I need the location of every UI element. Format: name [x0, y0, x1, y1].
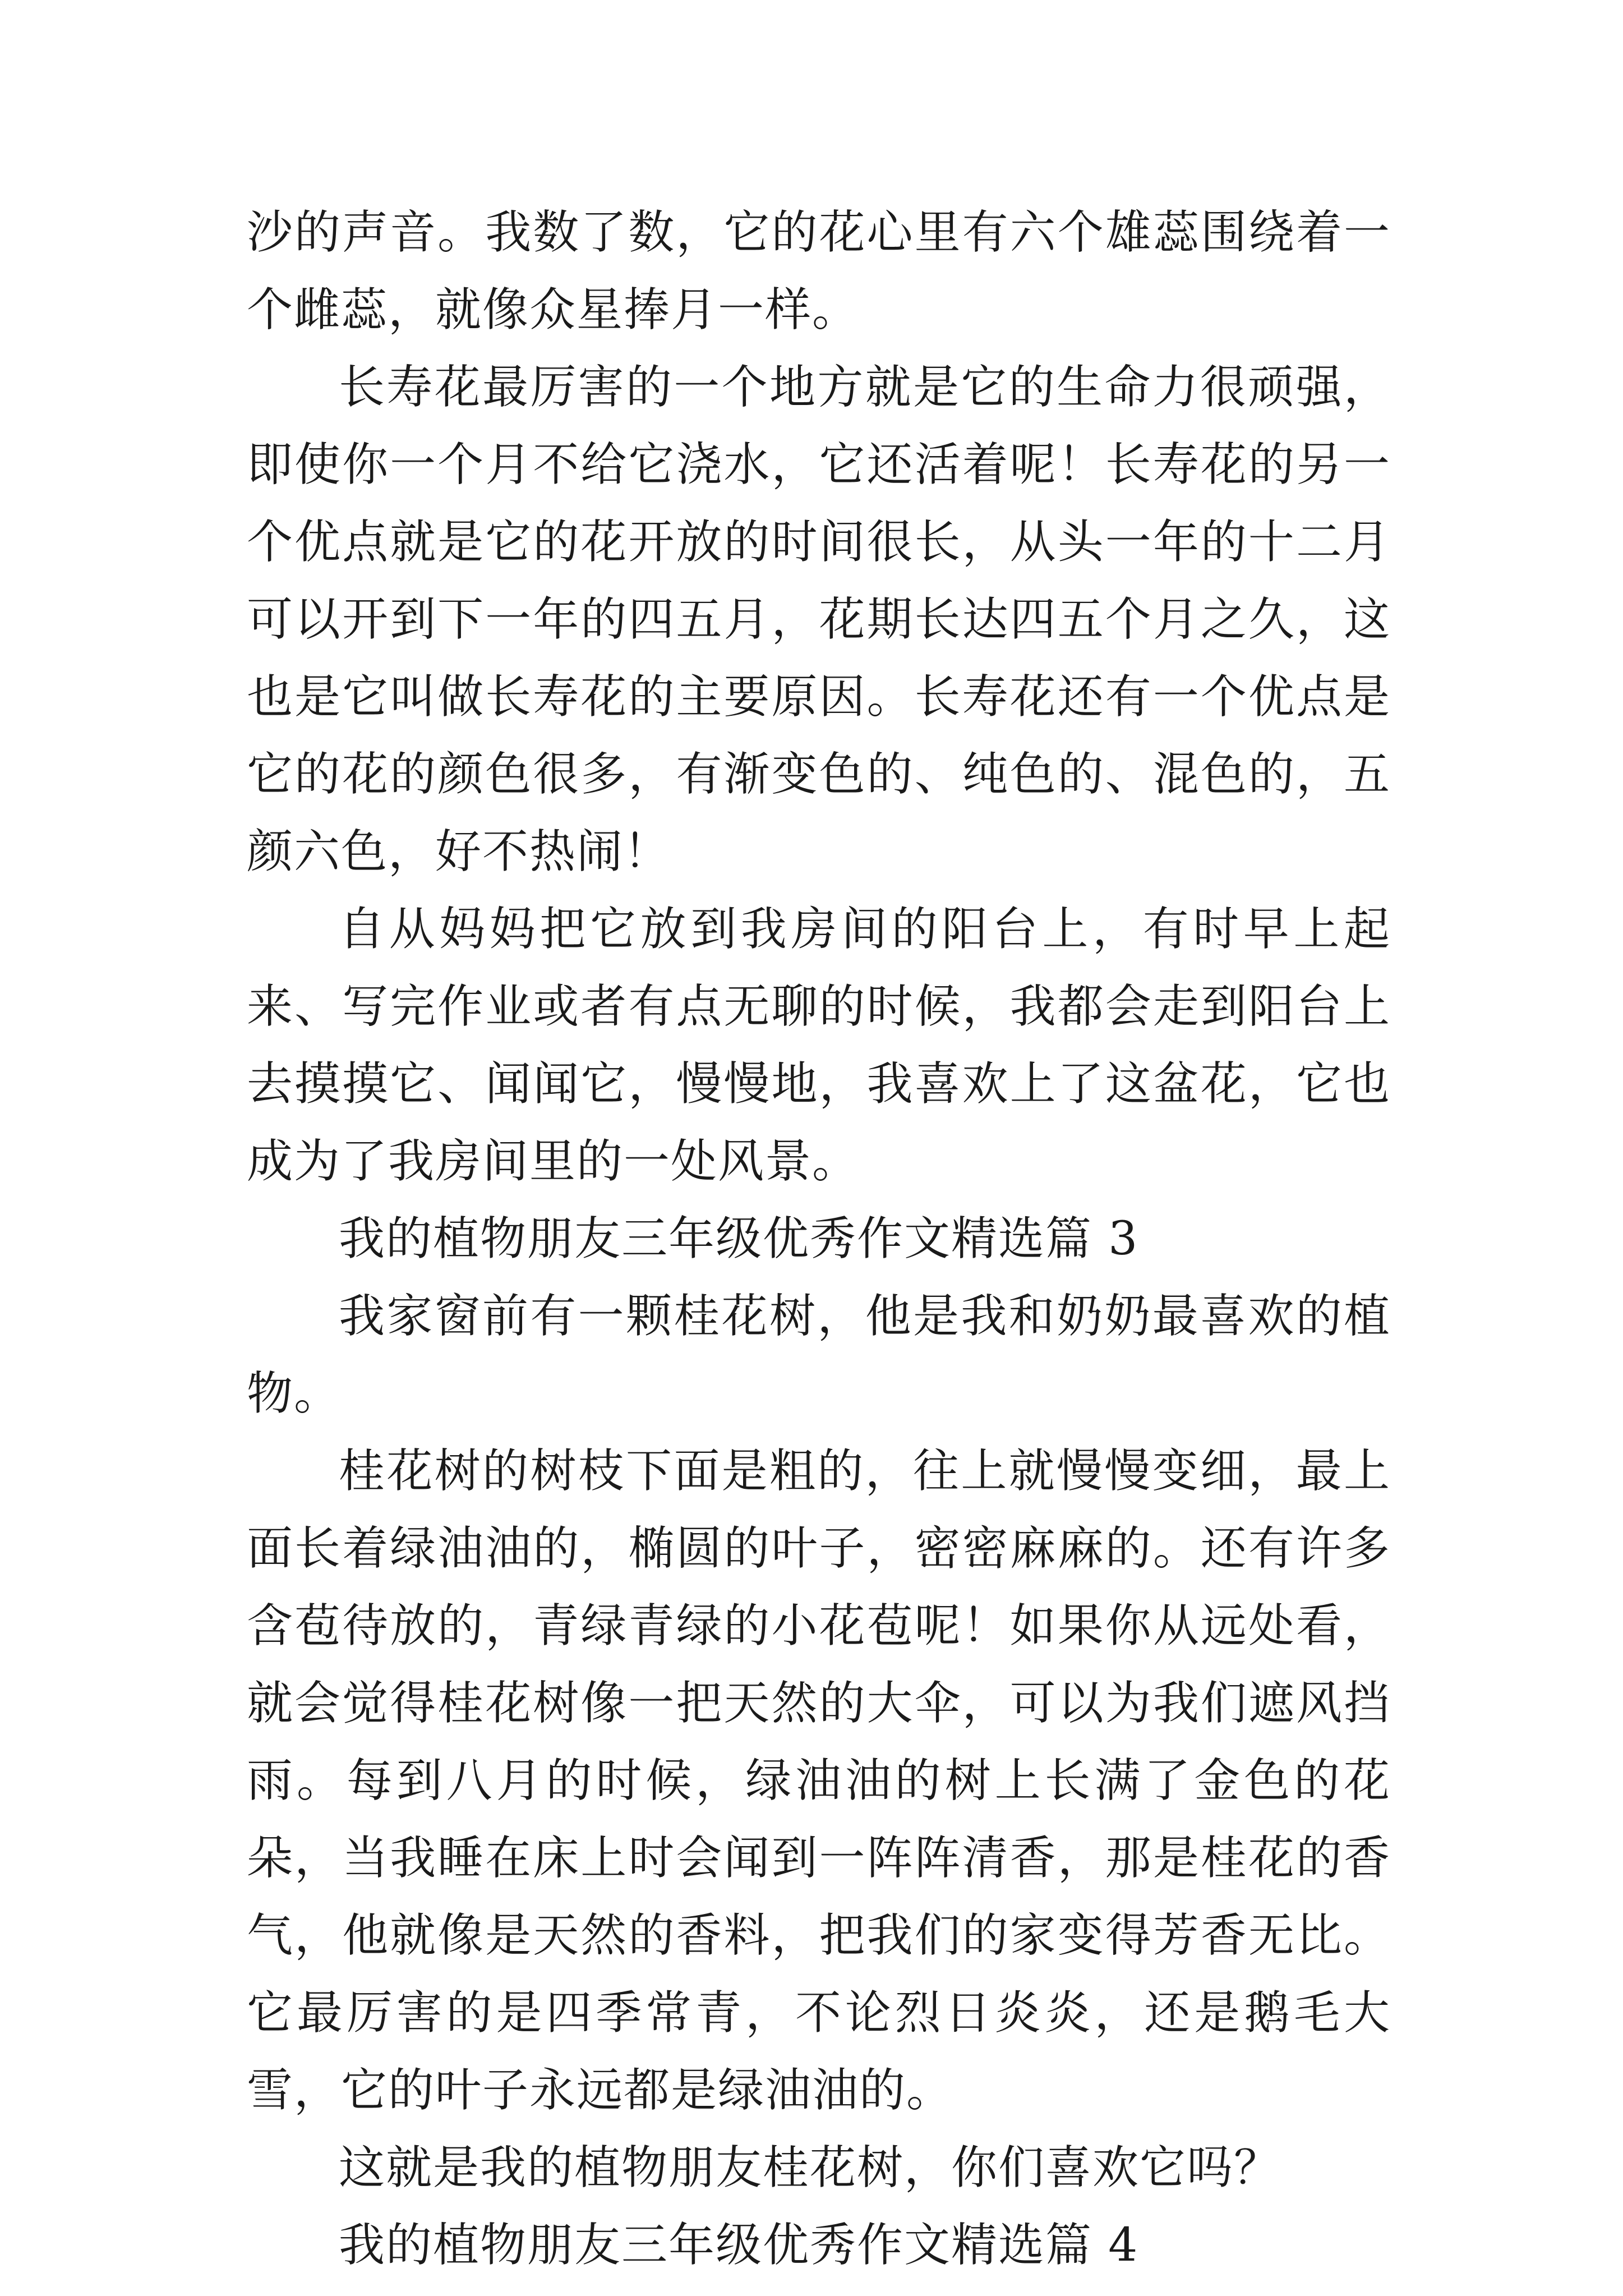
- paragraph-osmanthus-intro: 我家窗前有一颗桂花树，他是我和奶奶最喜欢的植物。: [247, 1290, 1391, 1420]
- section-heading-4: 我的植物朋友三年级优秀作文精选篇 4: [339, 2219, 1139, 2272]
- essay-text: [247, 194, 1391, 2284]
- paragraph-osmanthus-description: 桂花树的树枝下面是粗的，往上就慢慢变细，最上面长着绿油油的，椭圆的叶子，密密麻麻的。还有许多含苞待放的，青绿青绿的小花苞呢！如果你从远处看，就会觉得桂花树像一把天然的大伞，可以为我们遮风挡雨。每到八月的时候，绿油油的树上长满了金色的花朵，当我睡在床上时会闻到一阵阵清香，那是桂花的香气，他就像是天然的香料，把我们的家变得芳香无比。它最厉害的是四季常青，不论烈日炎炎，还是鹅毛大雪，它的叶子永远都是绿油油的。: [247, 1444, 1391, 2117]
- paragraph-balcony: 自从妈妈把它放到我房间的阳台上，有时早上起来、写完作业或者有点无聊的时候，我都会走到阳台上去摸摸它、闻闻它，慢慢地，我喜欢上了这盆花，它也成为了我房间里的一处风景。: [247, 903, 1391, 1188]
- paragraph-osmanthus-closing: 这就是我的植物朋友桂花树，你们喜欢它吗？: [339, 2141, 1281, 2194]
- paragraph-continued: 沙的声音。我数了数，它的花心里有六个雄蕊围绕着一个雌蕊，就像众星捧月一样。: [247, 206, 1391, 337]
- paragraph-longevity-flower: 长寿花最厉害的一个地方就是它的生命力很顽强，即使你一个月不给它浇水，它还活着呢！长寿花的另一个优点就是它的花开放的时间很长，从头一年的十二月可以开到下一年的四五月，花期长达四五个月之久，这也是它叫做长寿花的主要原因。长寿花还有一个优点是它的花的颜色很多，有渐变色的、纯色的、混色的，五颜六色，好不热闹！: [247, 361, 1391, 878]
- section-heading-3: 我的植物朋友三年级优秀作文精选篇 3: [339, 1212, 1139, 1266]
